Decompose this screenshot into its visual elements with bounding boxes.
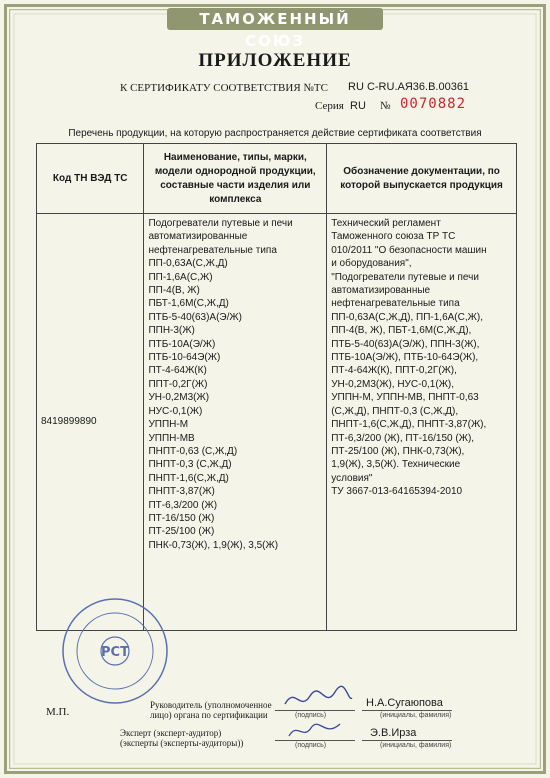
- head-name: Н.А.Сугаюпова: [366, 697, 443, 709]
- product-line: НУС-0,1(Ж): [148, 405, 203, 417]
- docs-line: автоматизированные: [331, 285, 431, 297]
- svg-text:РСТ: РСТ: [101, 645, 129, 660]
- docs-line: ПНПТ-1,6(С,Ж,Д), ПНПТ-3,87(Ж),: [331, 419, 487, 431]
- head-sign-caption: (подпись): [295, 712, 327, 719]
- product-line: ПНПТ-1,6(С,Ж,Д): [148, 472, 229, 484]
- code-cell: 8419899890: [37, 214, 144, 631]
- product-line: автоматизированные: [148, 231, 248, 243]
- product-line: ПТБ-10А(Э/Ж): [148, 338, 216, 350]
- customs-union-banner: ТАМОЖЕННЫЙ СОЮЗ: [167, 8, 383, 30]
- docs-line: нефтенагревательные типа: [331, 298, 460, 310]
- expert-name: Э.В.Ирза: [370, 727, 417, 739]
- product-line: ПНК-0,73(Ж), 1,9(Ж), 3,5(Ж): [148, 539, 279, 551]
- product-line: УН-0,2М3(Ж): [148, 392, 210, 404]
- table-header-row: [37, 144, 517, 214]
- series-label: Серия: [315, 100, 344, 112]
- product-line: ПТ-4-64Ж(К): [148, 365, 207, 377]
- product-line: ПНПТ-0,63 (С,Ж,Д): [148, 445, 238, 457]
- certificate-number: RU C-RU.АЯ36.В.00361: [348, 81, 470, 93]
- docs-line: и оборудования",: [331, 258, 412, 270]
- intro-text: Перечень продукции, на которую распространяется действие сертификата соответствия: [68, 128, 482, 139]
- certificate-label: К СЕРТИФИКАТУ СООТВЕТСТВИЯ №ТС: [120, 82, 328, 94]
- mp-label: М.П.: [46, 706, 70, 718]
- docs-line: 1,9(Ж), 3,5(Ж). Технические: [331, 459, 461, 471]
- product-line: ПТ-6,3/200 (Ж): [148, 499, 218, 511]
- docs-line: ПП-0,63А(С,Ж,Д), ПП-1,6А(С,Ж),: [331, 311, 483, 323]
- product-line: ПБТ-1,6М(С,Ж,Д): [148, 298, 229, 310]
- product-line: ПТ-16/150 (Ж): [148, 512, 215, 524]
- docs-line: УППН-М, УППН-МВ, ПНПТ-0,63: [331, 392, 479, 404]
- product-line: ПНПТ-0,3 (С,Ж,Д): [148, 459, 232, 471]
- product-table: [36, 143, 517, 631]
- serial-number: 0070882: [400, 96, 467, 112]
- product-line: ПП-4(В, Ж): [148, 285, 200, 297]
- series-value: RU: [350, 100, 366, 112]
- docs-line: Таможенного союза ТР ТС: [331, 231, 456, 243]
- product-line: ПТБ-5-40(63)А(Э/Ж): [148, 311, 242, 323]
- product-line: Подогреватели путевые и печи: [148, 218, 293, 229]
- docs-line: УН-0,2М3(Ж), НУС-0,1(Ж),: [331, 378, 455, 390]
- product-line: ППН-3(Ж): [148, 325, 195, 337]
- docs-line: ПТ-4-64Ж(К), ППТ-0,2Г(Ж),: [331, 365, 457, 377]
- table-row: [37, 214, 517, 631]
- certification-stamp: [60, 596, 170, 706]
- product-cell: [144, 214, 327, 631]
- product-line: УППН-МВ: [148, 432, 195, 444]
- product-line: ПТБ-10-64Э(Ж): [148, 352, 221, 364]
- product-line: УППН-М: [148, 419, 189, 431]
- header-docs: Обозначение документации, по которой выпускается продукция: [327, 144, 517, 214]
- docs-line: ПП-4(В, Ж), ПБТ-1,6М(С,Ж,Д),: [331, 325, 472, 337]
- header-product: Наименование, типы, марки, модели однородной продукции, составные части изделия или комплекса: [144, 144, 327, 214]
- docs-line: Технический регламент: [331, 218, 441, 229]
- product-line: ПП-1,6А(С,Ж): [148, 271, 213, 283]
- product-line: ПП-0,63А(С,Ж,Д): [148, 258, 228, 270]
- expert-sign-caption: (подпись): [295, 742, 327, 749]
- header-code: Код ТН ВЭД ТС: [37, 144, 144, 214]
- product-line: ПТ-25/100 (Ж): [148, 526, 215, 538]
- docs-line: ПТБ-10А(Э/Ж), ПТБ-10-64Э(Ж),: [331, 352, 479, 364]
- docs-line: 010/2011 "О безопасности машин: [331, 244, 487, 256]
- document-title: ПРИЛОЖЕНИЕ: [198, 50, 352, 71]
- product-line: ПНПТ-3,87(Ж): [148, 486, 215, 498]
- docs-line: условия": [331, 472, 373, 484]
- head-label: Руководитель (уполномоченное лицо) органа по сертификации: [150, 700, 272, 720]
- expert-name-caption: (инициалы, фамилия): [380, 742, 452, 749]
- docs-line: ПТБ-5-40(63)А(Э/Ж), ППН-3(Ж),: [331, 338, 480, 350]
- docs-line: (С,Ж,Д), ПНПТ-0,3 (С,Ж,Д),: [331, 405, 459, 417]
- docs-line: "Подогреватели путевые и печи: [331, 271, 479, 283]
- docs-line: ПТ-6,3/200 (Ж), ПТ-16/150 (Ж),: [331, 432, 475, 444]
- docs-line: ПТ-25/100 (Ж), ПНК-0,73(Ж),: [331, 445, 465, 457]
- expert-label: Эксперт (эксперт-аудитор) (эксперты (эксперты-аудиторы)): [120, 728, 244, 748]
- product-line: ППТ-0,2Г(Ж): [148, 378, 208, 390]
- docs-line: ТУ 3667-013-64165394-2010: [331, 486, 463, 498]
- head-name-caption: (инициалы, фамилия): [380, 712, 452, 719]
- product-line: нефтенагревательные типа: [148, 244, 277, 256]
- docs-cell: [327, 214, 517, 631]
- number-label: №: [380, 100, 391, 112]
